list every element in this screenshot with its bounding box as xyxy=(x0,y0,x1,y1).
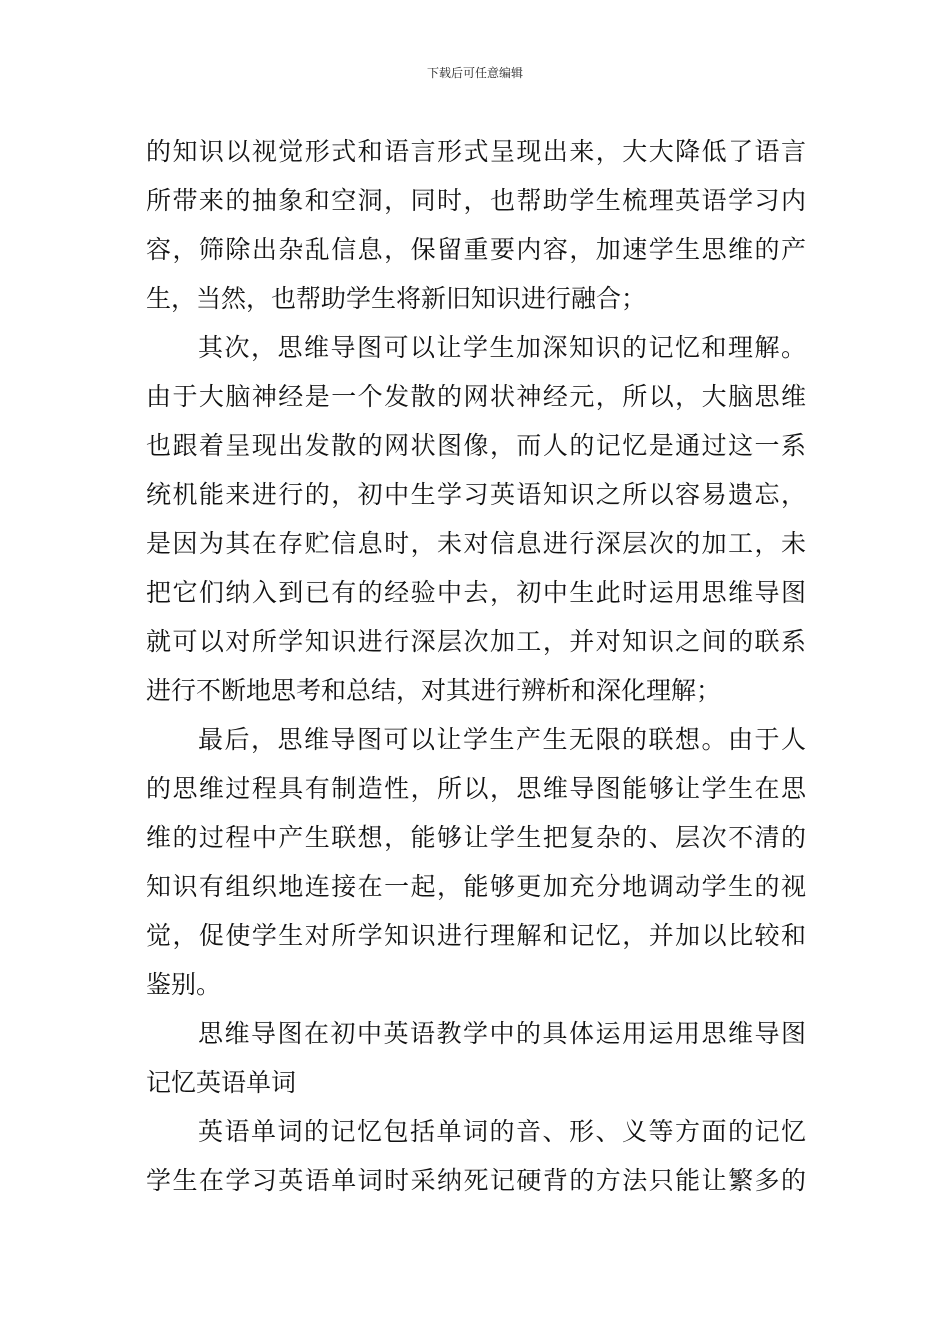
text-line: 的知识以视觉形式和语言形式呈现出来，大大降低了语言 xyxy=(146,137,806,166)
text-line: 记忆英语单词 xyxy=(146,1068,297,1097)
text-line: 就可以对所学知识进行深层次加工，并对知识之间的联系 xyxy=(146,627,806,656)
text-line: 所带来的抽象和空洞，同时，也帮助学生梳理英语学习内 xyxy=(146,186,806,215)
text-line: 维的过程中产生联想，能够让学生把复杂的、层次不清的 xyxy=(146,823,806,852)
paragraph xyxy=(146,715,806,1009)
text-line: 是因为其在存贮信息时，未对信息进行深层次的加工，未 xyxy=(146,529,806,558)
document-body xyxy=(146,127,806,1205)
section-heading xyxy=(146,1009,806,1107)
paragraph xyxy=(146,127,806,323)
text-line: 由于大脑神经是一个发散的网状神经元，所以，大脑思维 xyxy=(146,382,806,411)
text-line: 觉，促使学生对所学知识进行理解和记忆，并加以比较和 xyxy=(146,921,806,950)
text-line: 最后，思维导图可以让学生产生无限的联想。由于人 xyxy=(198,725,806,754)
text-line: 把它们纳入到已有的经验中去，初中生此时运用思维导图 xyxy=(146,578,806,607)
text-line: 英语单词的记忆包括单词的音、形、义等方面的记忆 xyxy=(198,1117,806,1146)
text-line: 的思维过程具有制造性，所以，思维导图能够让学生在思 xyxy=(146,774,806,803)
text-line: 其次，思维导图可以让学生加深知识的记忆和理解。 xyxy=(198,333,806,362)
text-line: 也跟着呈现出发散的网状图像，而人的记忆是通过这一系 xyxy=(146,431,806,460)
text-line: 学生在学习英语单词时采纳死记硬背的方法只能让繁多的 xyxy=(146,1166,806,1195)
text-line: 知识有组织地连接在一起，能够更加充分地调动学生的视 xyxy=(146,872,806,901)
page-header: 下载后可任意编辑 xyxy=(426,66,523,80)
text-line: 鉴别。 xyxy=(146,970,222,999)
text-line: 思维导图在初中英语教学中的具体运用运用思维导图 xyxy=(198,1019,806,1048)
text-line: 进行不断地思考和总结，对其进行辨析和深化理解； xyxy=(146,676,722,705)
text-line: 生，当然，也帮助学生将新旧知识进行融合； xyxy=(146,284,647,313)
text-line: 统机能来进行的，初中生学习英语知识之所以容易遗忘， xyxy=(146,480,806,509)
paragraph xyxy=(146,323,806,715)
paragraph xyxy=(146,1107,806,1205)
text-line: 容，筛除出杂乱信息，保留重要内容，加速学生思维的产 xyxy=(146,235,806,264)
